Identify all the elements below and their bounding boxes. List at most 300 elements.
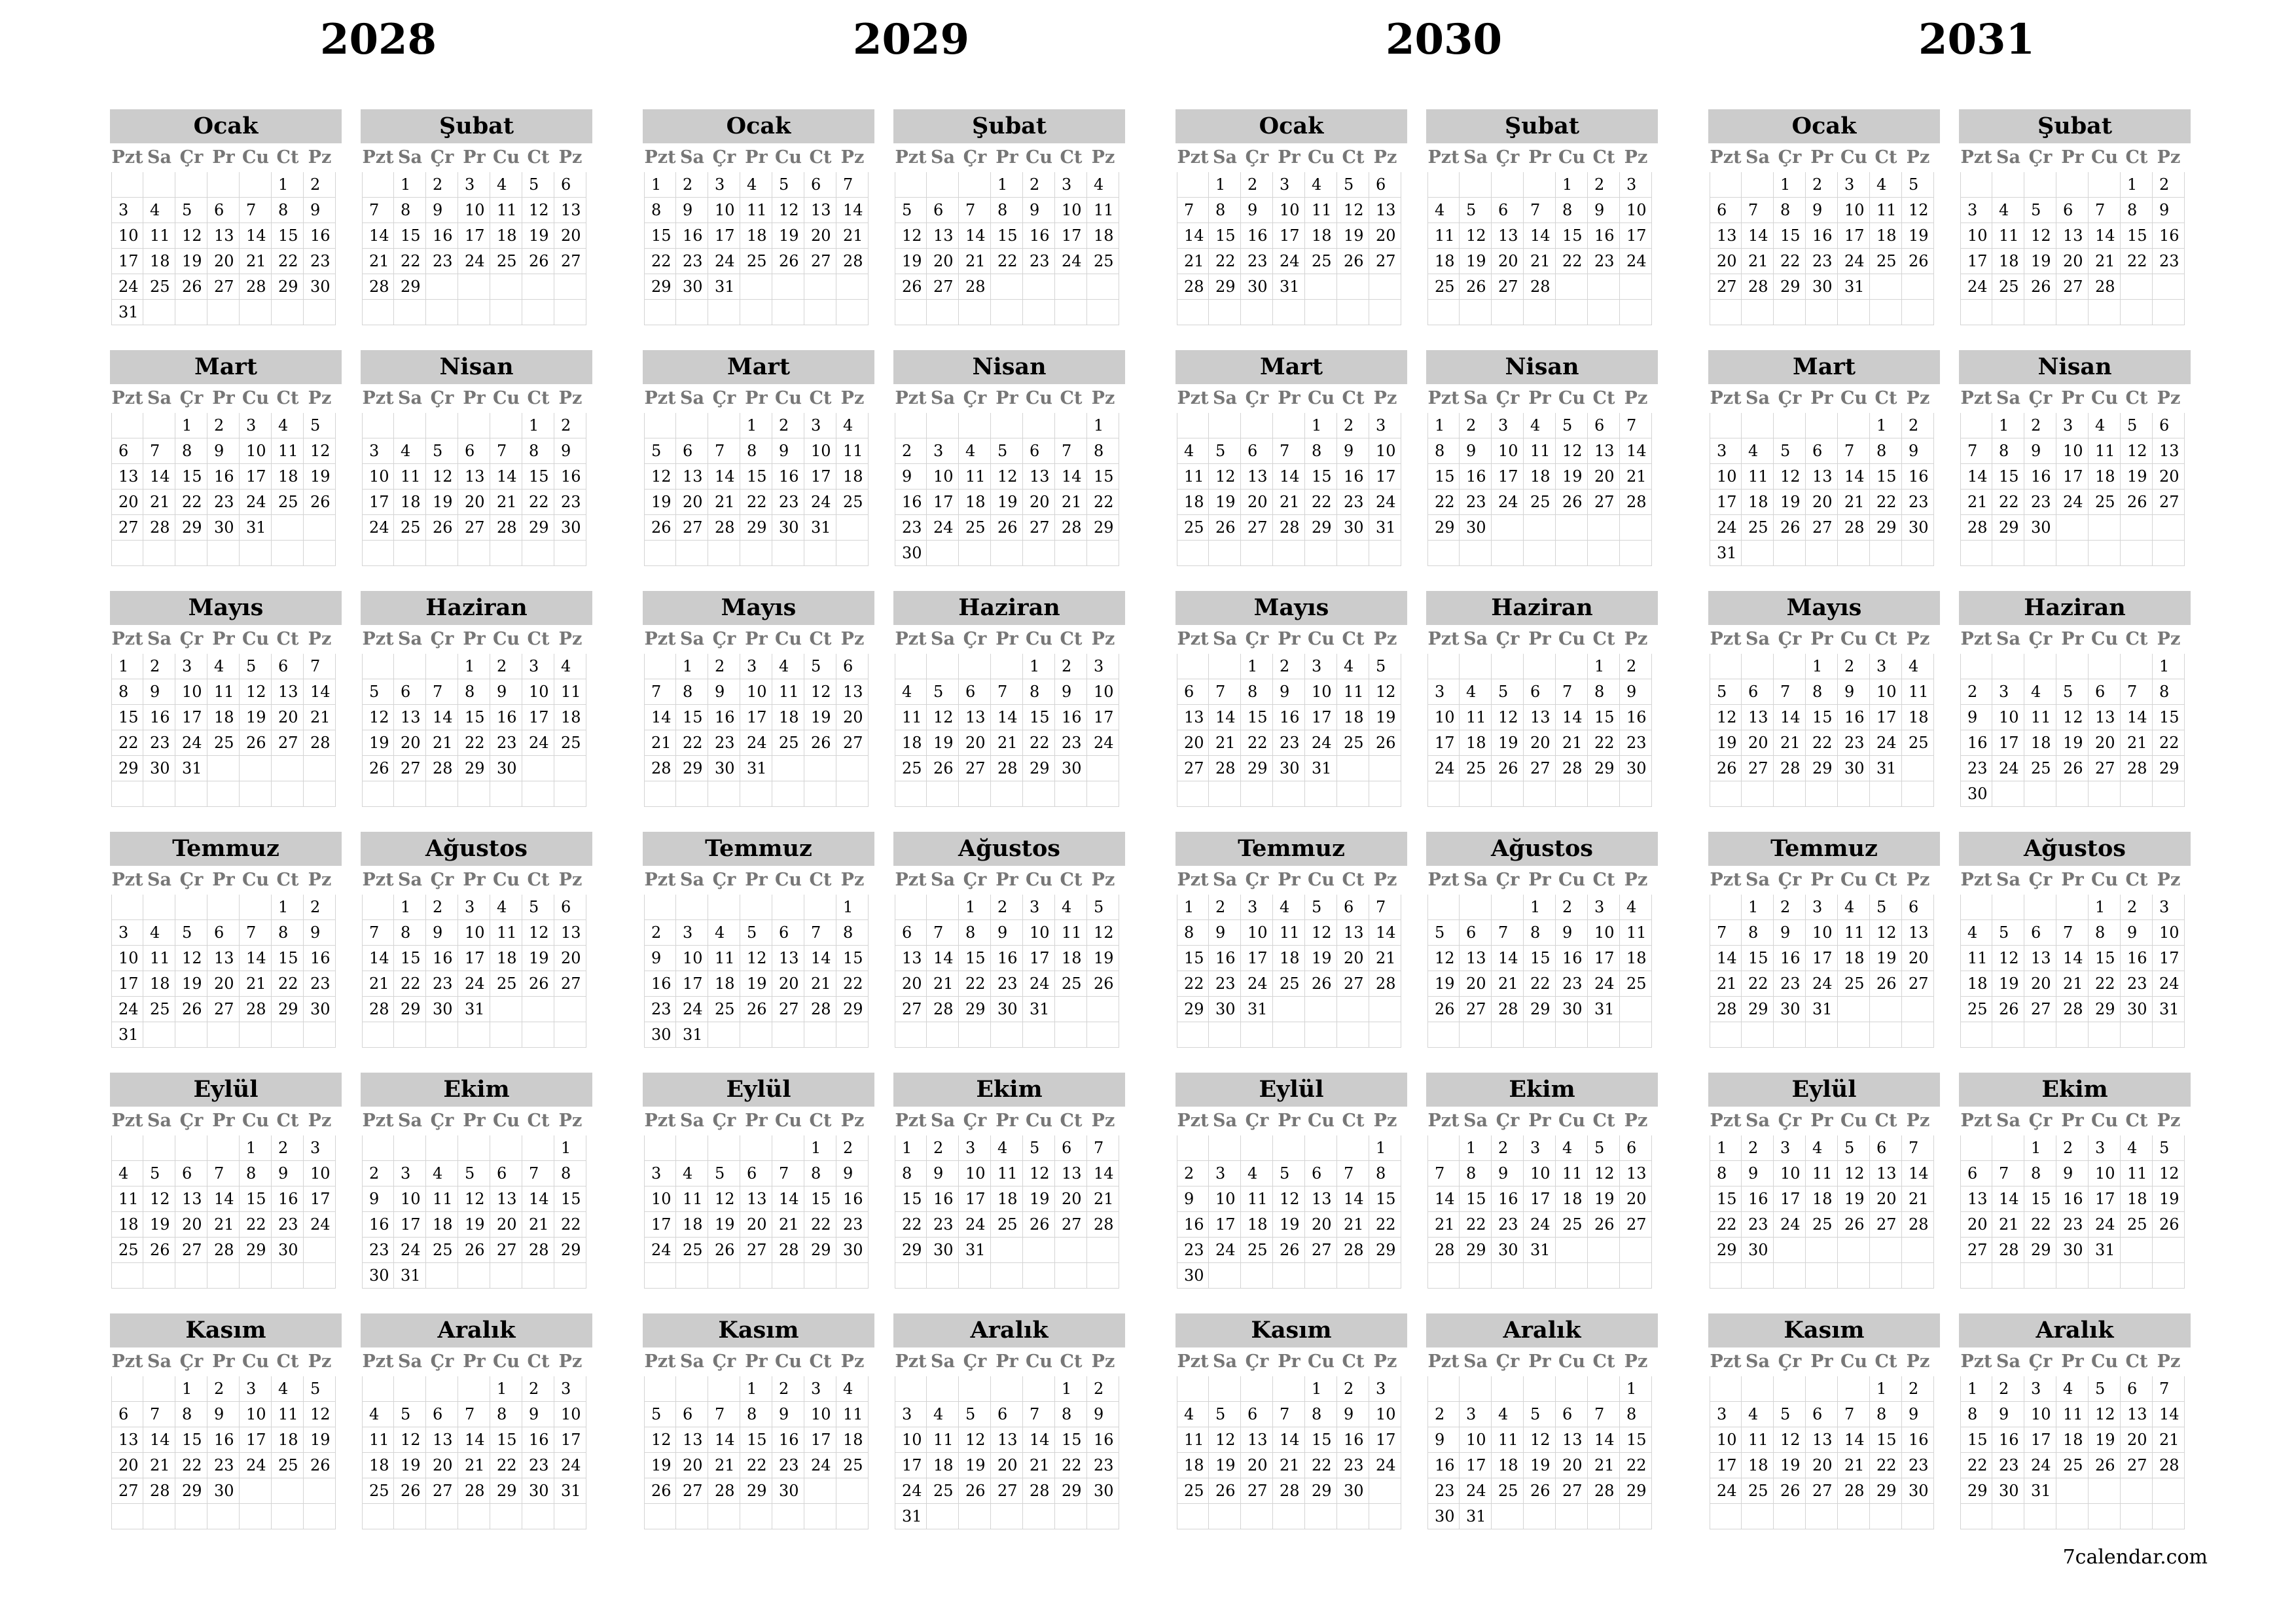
day-cell: 13 [272, 679, 304, 705]
day-cell: 17 [804, 464, 836, 490]
day-cell: 17 [895, 1453, 927, 1478]
day-cell: 4 [272, 1376, 304, 1402]
day-cell: 8 [1369, 1161, 1401, 1186]
day-cell: 9 [207, 1402, 240, 1427]
day-cell: 21 [143, 490, 175, 515]
day-cell [272, 515, 304, 541]
day-cell: 14 [708, 464, 740, 490]
day-cell: 10 [1774, 1161, 1806, 1186]
day-cell [272, 1504, 304, 1529]
day-cell [1902, 781, 1934, 807]
day-cell: 14 [362, 223, 394, 249]
day-cell: 23 [1556, 971, 1588, 997]
weekday-label: Pr [2061, 1111, 2084, 1131]
day-cell: 22 [1023, 730, 1055, 756]
day-cell [1992, 1022, 2024, 1048]
day-cell: 16 [1556, 946, 1588, 971]
day-cell [1427, 172, 1460, 198]
day-cell: 13 [1806, 464, 1838, 490]
weekday-label: Cu [1840, 1351, 1868, 1372]
day-cell: 16 [1209, 946, 1241, 971]
day-cell: 2 [2153, 172, 2185, 198]
day-cell [554, 781, 586, 807]
day-cell [1273, 1135, 1305, 1161]
day-cell [143, 172, 175, 198]
day-cell [175, 781, 207, 807]
weekday-label: Pzt [895, 147, 927, 168]
day-cell: 19 [1460, 249, 1492, 274]
weekday-label: Cu [774, 1111, 802, 1131]
day-cell: 19 [175, 971, 207, 997]
day-cell [111, 541, 143, 566]
weekday-label: Ct [1342, 388, 1365, 408]
day-cell: 3 [1992, 679, 2024, 705]
day-cell [207, 756, 240, 781]
day-cell: 17 [2153, 946, 2185, 971]
weekday-label: Pz [308, 1351, 332, 1372]
day-cell: 24 [1087, 730, 1119, 756]
day-cell: 3 [895, 1402, 927, 1427]
day-cell: 25 [2089, 490, 2121, 515]
day-cell: 8 [1588, 679, 1620, 705]
day-cell [1838, 997, 1870, 1022]
month-grid [110, 1347, 342, 1557]
day-cell: 21 [362, 971, 394, 997]
month-title: Temmuz [110, 832, 342, 866]
day-cell: 27 [1524, 756, 1556, 781]
weekday-label: Çr [963, 1111, 987, 1131]
day-cell: 3 [1369, 413, 1401, 438]
day-cell [1742, 413, 1774, 438]
day-cell: 8 [2089, 920, 2121, 946]
day-cell: 13 [1337, 920, 1369, 946]
day-cell: 7 [836, 172, 869, 198]
day-cell [1620, 300, 1652, 325]
day-cell: 1 [676, 654, 708, 679]
weekday-label: Pr [212, 388, 235, 408]
day-cell: 13 [927, 223, 959, 249]
day-cell: 10 [1710, 464, 1742, 490]
day-cell: 2 [1992, 1376, 2024, 1402]
month-grid [1175, 384, 1407, 594]
weekday-label: Sa [147, 870, 171, 890]
day-cell [2121, 781, 2153, 807]
day-cell: 23 [426, 971, 458, 997]
month-grid [643, 625, 874, 834]
day-cell: 15 [1556, 223, 1588, 249]
day-cell [143, 1135, 175, 1161]
day-cell: 15 [1992, 464, 2024, 490]
day-cell: 30 [304, 274, 336, 300]
day-cell: 20 [1369, 223, 1401, 249]
weekday-label: Cu [1558, 870, 1586, 890]
weekday-label: Sa [398, 1351, 422, 1372]
day-cell: 26 [1209, 1478, 1241, 1504]
day-cell [458, 413, 490, 438]
day-cell: 13 [676, 1427, 708, 1453]
day-cell [175, 895, 207, 920]
day-cell [708, 1263, 740, 1289]
day-cell [804, 781, 836, 807]
weekday-label: Pr [996, 147, 1018, 168]
day-cell: 28 [1023, 1478, 1055, 1504]
day-cell [2089, 781, 2121, 807]
day-cell [394, 1022, 426, 1048]
day-cell: 2 [1427, 1402, 1460, 1427]
day-cell [772, 274, 804, 300]
day-cell: 22 [1427, 490, 1460, 515]
day-cell: 25 [1305, 249, 1337, 274]
day-cell [1774, 654, 1806, 679]
day-cell: 10 [1023, 920, 1055, 946]
day-cell: 28 [522, 1238, 554, 1263]
weekday-label: Pzt [1427, 1111, 1460, 1131]
day-cell [1023, 781, 1055, 807]
day-cell: 1 [175, 413, 207, 438]
day-cell: 5 [1524, 1402, 1556, 1427]
day-cell: 4 [1620, 895, 1652, 920]
day-cell: 25 [490, 249, 522, 274]
day-cell: 18 [1620, 946, 1652, 971]
day-cell: 22 [272, 249, 304, 274]
weekday-label: Cu [242, 870, 270, 890]
day-cell: 13 [2056, 223, 2089, 249]
weekday-label: Pzt [1710, 147, 1742, 168]
weekday-label: Pr [1278, 1351, 1300, 1372]
weekday-label: Pr [1278, 870, 1300, 890]
day-cell [804, 1478, 836, 1504]
day-cell: 9 [2121, 920, 2153, 946]
day-cell [1992, 1504, 2024, 1529]
day-cell [1960, 1263, 1992, 1289]
month-grid [893, 1347, 1125, 1557]
day-cell [1177, 413, 1209, 438]
month-grid [361, 866, 592, 1075]
weekday-label: Pzt [1960, 1351, 1992, 1372]
day-cell: 25 [740, 249, 772, 274]
day-cell: 16 [991, 946, 1023, 971]
day-cell: 19 [1524, 1453, 1556, 1478]
day-cell [1427, 1022, 1460, 1048]
day-cell: 2 [1960, 679, 1992, 705]
day-cell: 5 [1838, 1135, 1870, 1161]
weekday-label: Pr [996, 870, 1018, 890]
day-cell: 15 [1177, 946, 1209, 971]
day-cell: 6 [1369, 172, 1401, 198]
day-cell [240, 1263, 272, 1289]
day-cell: 3 [1806, 895, 1838, 920]
day-cell: 16 [1023, 223, 1055, 249]
day-cell: 8 [458, 679, 490, 705]
day-cell: 4 [1337, 654, 1369, 679]
day-cell: 12 [1492, 705, 1524, 730]
day-cell: 19 [143, 1212, 175, 1238]
weekday-label: Pzt [644, 147, 676, 168]
day-cell: 18 [1524, 464, 1556, 490]
day-cell: 1 [272, 895, 304, 920]
weekday-label: Ct [2125, 1111, 2148, 1131]
weekday-label: Pr [463, 147, 486, 168]
day-cell [2089, 1263, 2121, 1289]
day-cell: 2 [1620, 654, 1652, 679]
day-cell: 31 [458, 997, 490, 1022]
day-cell: 13 [490, 1186, 522, 1212]
weekday-label: Ct [1592, 388, 1615, 408]
day-cell: 25 [676, 1238, 708, 1263]
day-cell [2089, 1504, 2121, 1529]
weekday-label: Pzt [1427, 629, 1460, 649]
day-cell: 4 [1838, 895, 1870, 920]
day-cell [304, 1263, 336, 1289]
weekday-label: Pr [212, 1111, 235, 1131]
day-cell: 5 [1902, 172, 1934, 198]
day-cell: 22 [959, 971, 991, 997]
day-cell [394, 781, 426, 807]
day-cell: 26 [1273, 1238, 1305, 1263]
month-grid [110, 384, 342, 594]
day-cell: 13 [1177, 705, 1209, 730]
day-cell: 22 [1806, 730, 1838, 756]
day-cell: 6 [111, 1402, 143, 1427]
day-cell [1710, 654, 1742, 679]
day-cell: 14 [143, 1427, 175, 1453]
day-cell: 9 [772, 1402, 804, 1427]
day-cell [1870, 1504, 1902, 1529]
day-cell [1870, 274, 1902, 300]
day-cell: 6 [111, 438, 143, 464]
day-cell: 23 [676, 249, 708, 274]
day-cell [554, 300, 586, 325]
day-cell: 19 [304, 464, 336, 490]
day-cell: 29 [394, 274, 426, 300]
day-cell: 20 [1524, 730, 1556, 756]
day-cell [1177, 781, 1209, 807]
weekday-label: Pzt [895, 1351, 927, 1372]
month-title: Ekim [893, 1073, 1125, 1107]
day-cell [1460, 654, 1492, 679]
day-cell [676, 1504, 708, 1529]
day-cell [1492, 1504, 1524, 1529]
weekday-label: Pzt [1710, 629, 1742, 649]
day-cell: 24 [240, 490, 272, 515]
day-cell [676, 1263, 708, 1289]
day-cell [2121, 1263, 2153, 1289]
day-cell: 15 [1870, 464, 1902, 490]
day-cell: 9 [836, 1161, 869, 1186]
day-cell: 7 [1177, 198, 1209, 223]
day-cell: 15 [175, 464, 207, 490]
day-cell [1556, 781, 1588, 807]
weekday-label: Pzt [895, 629, 927, 649]
day-cell: 10 [2153, 920, 2185, 946]
day-cell [836, 300, 869, 325]
day-cell: 14 [1337, 1186, 1369, 1212]
day-cell: 31 [2089, 1238, 2121, 1263]
day-cell: 3 [1369, 1376, 1401, 1402]
day-cell [1273, 1376, 1305, 1402]
day-cell [554, 541, 586, 566]
day-cell [272, 1478, 304, 1504]
day-cell: 31 [708, 274, 740, 300]
day-cell: 19 [1838, 1186, 1870, 1212]
day-cell: 9 [304, 920, 336, 946]
weekday-label: Pz [2157, 870, 2181, 890]
day-cell: 21 [304, 705, 336, 730]
day-cell: 21 [927, 971, 959, 997]
day-cell: 20 [1241, 490, 1273, 515]
day-cell [458, 1135, 490, 1161]
weekday-label: Çr [179, 1111, 204, 1131]
weekday-label: Sa [1996, 1111, 2020, 1131]
day-cell: 15 [836, 946, 869, 971]
day-cell: 25 [1177, 515, 1209, 541]
day-cell: 7 [959, 198, 991, 223]
day-cell: 8 [740, 438, 772, 464]
day-cell: 3 [111, 920, 143, 946]
day-cell: 8 [1960, 1402, 1992, 1427]
day-cell: 9 [2024, 438, 2056, 464]
weekday-label: Sa [1213, 147, 1237, 168]
day-cell [1209, 413, 1241, 438]
day-cell: 28 [1992, 1238, 2024, 1263]
day-cell: 18 [772, 705, 804, 730]
day-cell: 6 [1305, 1161, 1337, 1186]
weekday-label: Pr [1810, 1111, 1833, 1131]
day-cell: 24 [2024, 1453, 2056, 1478]
day-cell [1556, 1022, 1588, 1048]
day-cell: 21 [1902, 1186, 1934, 1212]
day-cell [1241, 541, 1273, 566]
day-cell: 17 [522, 705, 554, 730]
day-cell: 20 [2024, 971, 2056, 997]
weekday-label: Sa [398, 870, 422, 890]
day-cell [1774, 1238, 1806, 1263]
day-cell: 13 [1620, 1161, 1652, 1186]
day-cell [2153, 1263, 2185, 1289]
day-cell: 3 [2024, 1376, 2056, 1402]
day-cell: 15 [1305, 1427, 1337, 1453]
day-cell: 6 [2121, 1376, 2153, 1402]
day-cell: 19 [927, 730, 959, 756]
day-cell [1369, 541, 1401, 566]
day-cell: 28 [2089, 274, 2121, 300]
day-cell: 30 [1337, 1478, 1369, 1504]
day-cell: 7 [708, 1402, 740, 1427]
weekday-label: Çr [179, 388, 204, 408]
day-cell [676, 413, 708, 438]
day-cell: 14 [1710, 946, 1742, 971]
day-cell: 20 [1710, 249, 1742, 274]
month-grid [1175, 1347, 1407, 1557]
weekday-label: Sa [680, 870, 704, 890]
day-cell: 1 [240, 1135, 272, 1161]
month-title: Ağustos [1959, 832, 2191, 866]
day-cell: 11 [1524, 438, 1556, 464]
weekday-label: Cu [1840, 629, 1868, 649]
day-cell: 19 [740, 971, 772, 997]
weekday-label: Pr [745, 1351, 768, 1372]
day-cell [1992, 172, 2024, 198]
day-cell: 31 [1305, 756, 1337, 781]
day-cell: 25 [207, 730, 240, 756]
day-cell: 17 [1524, 1186, 1556, 1212]
day-cell: 24 [1774, 1212, 1806, 1238]
day-cell [959, 1022, 991, 1048]
day-cell: 11 [1177, 1427, 1209, 1453]
day-cell: 23 [1806, 249, 1838, 274]
day-cell: 11 [111, 1186, 143, 1212]
day-cell: 28 [1492, 997, 1524, 1022]
day-cell: 1 [1305, 1376, 1337, 1402]
day-cell [458, 1263, 490, 1289]
day-cell [644, 541, 676, 566]
day-cell: 24 [1960, 274, 1992, 300]
day-cell [554, 1022, 586, 1048]
day-cell: 7 [522, 1161, 554, 1186]
day-cell [1305, 300, 1337, 325]
day-cell: 27 [1177, 756, 1209, 781]
day-cell: 9 [1742, 1161, 1774, 1186]
day-cell: 17 [111, 249, 143, 274]
day-cell: 11 [1870, 198, 1902, 223]
weekday-label: Pzt [1177, 870, 1209, 890]
day-cell: 20 [554, 223, 586, 249]
day-cell: 6 [1742, 679, 1774, 705]
day-cell: 25 [1524, 490, 1556, 515]
day-cell: 21 [458, 1453, 490, 1478]
day-cell [1806, 413, 1838, 438]
day-cell: 16 [1620, 705, 1652, 730]
day-cell: 19 [1023, 1186, 1055, 1212]
day-cell: 27 [1806, 515, 1838, 541]
day-cell: 23 [991, 971, 1023, 997]
day-cell [804, 541, 836, 566]
day-cell: 17 [1992, 730, 2024, 756]
day-cell: 17 [1241, 946, 1273, 971]
weekday-label: Ct [276, 388, 299, 408]
month-grid [110, 625, 342, 834]
day-cell: 20 [895, 971, 927, 997]
day-cell: 2 [304, 895, 336, 920]
day-cell [1524, 1263, 1556, 1289]
day-cell: 22 [1870, 1453, 1902, 1478]
weekday-label: Pzt [1960, 388, 1992, 408]
weekday-label: Çr [1496, 870, 1520, 890]
day-cell: 29 [2089, 997, 2121, 1022]
day-cell [1902, 1504, 1934, 1529]
day-cell: 9 [1960, 705, 1992, 730]
day-cell: 15 [740, 464, 772, 490]
day-cell [1087, 781, 1119, 807]
day-cell: 12 [1774, 1427, 1806, 1453]
day-cell: 20 [1588, 464, 1620, 490]
day-cell: 2 [1806, 172, 1838, 198]
weekday-label: Pz [558, 1351, 583, 1372]
day-cell [207, 1135, 240, 1161]
day-cell [959, 300, 991, 325]
weekday-label: Çr [1496, 388, 1520, 408]
day-cell: 5 [1305, 895, 1337, 920]
day-cell: 3 [1023, 895, 1055, 920]
day-cell: 5 [1774, 438, 1806, 464]
day-cell: 15 [1742, 946, 1774, 971]
day-cell: 9 [426, 920, 458, 946]
day-cell [1960, 895, 1992, 920]
day-cell: 8 [1305, 1402, 1337, 1427]
weekday-label: Sa [1213, 629, 1237, 649]
day-cell [1369, 300, 1401, 325]
month-title: Nisan [1426, 350, 1658, 384]
